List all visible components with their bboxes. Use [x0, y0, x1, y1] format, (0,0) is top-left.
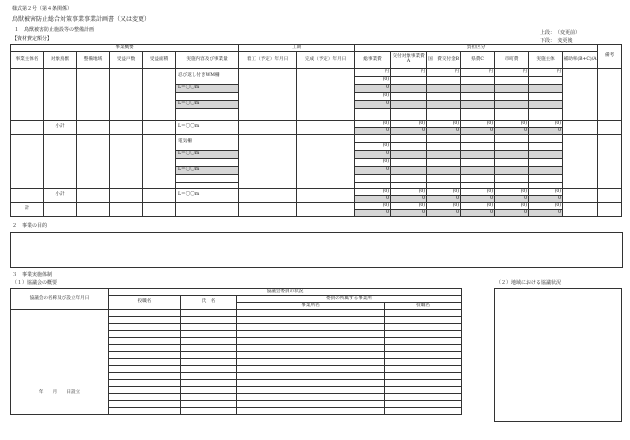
col-council-name-date: 協議会の名称及び設立年月日 [11, 289, 109, 310]
item-length: L＝〇〇m [176, 101, 239, 109]
col-ratio: 補助率(B+C)/A [563, 52, 598, 69]
cell-biko [598, 69, 622, 121]
council-established-date: 年 月 日設立 [11, 310, 109, 415]
value-zero: 0 [355, 128, 391, 135]
section3-heading: ３ 事業実施体制 [12, 272, 53, 278]
value-paren: (0) [427, 189, 461, 196]
col-content: 実施内容及び事業量 [176, 52, 239, 69]
header-biko: 備考 [598, 45, 622, 69]
value-zero: 0 [461, 196, 495, 203]
value-zero: 0 [427, 210, 461, 217]
upper-note: 上段： （変更前） [540, 30, 581, 36]
value-zero: 0 [355, 151, 391, 159]
value-zero: 0 [427, 128, 461, 135]
value-zero: 0 [529, 128, 563, 135]
col-entity: 事業主体名 [11, 52, 44, 69]
cell-area [77, 69, 110, 121]
cell-benefit-area [143, 69, 176, 121]
col-area: 整備地域 [77, 52, 110, 69]
facility-plan-table [10, 44, 622, 217]
col-total: 総事業費 [355, 52, 391, 69]
value-paren: (0) [461, 203, 495, 210]
value-zero: 0 [355, 210, 391, 217]
value-paren: (0) [427, 203, 461, 210]
header-member-status: 協議会委員の状況 [109, 289, 462, 296]
col-households: 受益戸数 [110, 52, 143, 69]
col-benefit-area: 受益面積 [143, 52, 176, 69]
header-affiliation: 委員の所属する事業所 [237, 296, 462, 303]
col-grant-a: 交付対象事業費A [391, 52, 427, 69]
value-paren: (0) [355, 77, 391, 85]
value-paren: (0) [529, 121, 563, 128]
item-length: L＝〇〇m [176, 151, 239, 159]
value-paren: (0) [529, 203, 563, 210]
regional-consultation-box [494, 288, 622, 422]
unit-yen: 円 [355, 69, 391, 77]
value-zero: 0 [529, 196, 563, 203]
value-zero: 0 [355, 196, 391, 203]
purpose-box [10, 232, 623, 268]
cell-end [297, 69, 355, 121]
value-paren: (0) [355, 93, 391, 101]
cell-households [110, 69, 143, 121]
cell-start [239, 69, 297, 121]
unit-yen: 円 [391, 69, 427, 77]
col-start: 着工（予定）年月日 [239, 52, 297, 69]
form-number: 様式第２号（第４条関係） [12, 6, 73, 12]
item-length: L＝〇〇m [176, 167, 239, 175]
value-zero: 0 [495, 210, 529, 217]
value-paren: (0) [355, 189, 391, 196]
value-zero: 0 [355, 85, 391, 93]
col-implementer: 実施主体 [529, 52, 563, 69]
section2-heading: ２ 事業の目的 [12, 223, 48, 229]
cell-animal [44, 69, 77, 121]
section1-heading: １ 鳥獣被害防止施設等の整備計画 [14, 27, 95, 33]
value-zero: 0 [461, 210, 495, 217]
value-zero: 0 [355, 101, 391, 109]
value-zero: 0 [355, 167, 391, 175]
value-zero: 0 [529, 210, 563, 217]
value-zero: 0 [391, 196, 427, 203]
section1-subheading: 【資材費定額分】 [12, 36, 53, 42]
item-length: L＝〇〇m [176, 85, 239, 93]
col-animal: 対象鳥獣 [44, 52, 77, 69]
unit-yen: 円 [461, 69, 495, 77]
col-national-b: 国 費交付金B [427, 52, 461, 69]
value-paren: (0) [495, 189, 529, 196]
value-zero: 0 [427, 196, 461, 203]
value-paren: (0) [461, 121, 495, 128]
value-zero: 0 [391, 210, 427, 217]
value-paren: (0) [355, 159, 391, 167]
value-paren: (0) [461, 189, 495, 196]
value-paren: (0) [391, 203, 427, 210]
col-end: 完成（予定）年月日 [297, 52, 355, 69]
total-label: 計 [11, 203, 44, 217]
value-paren: (0) [355, 143, 391, 151]
col-municipal: 市町費 [495, 52, 529, 69]
col-prefecture: 県費C [461, 52, 495, 69]
value-paren: (0) [495, 203, 529, 210]
col-position: 役職名 [109, 296, 181, 310]
value-paren: (0) [529, 189, 563, 196]
value-paren: (0) [391, 121, 427, 128]
col-office-name: 事業所名 [237, 303, 385, 310]
col-person-name: 氏 名 [181, 296, 237, 310]
council-table [10, 288, 462, 415]
value-paren: (0) [495, 121, 529, 128]
cell-ratio [563, 69, 598, 121]
subtotal-label: 小計 [44, 189, 77, 203]
document-title: 鳥獣被害防止総合対策事業事業計画書（又は変更） [12, 16, 151, 23]
unit-yen: 円 [495, 69, 529, 77]
header-overview: 事業概要 [11, 45, 239, 52]
col-office-position: 役職名 [385, 303, 462, 310]
cell-entity [11, 69, 44, 121]
item-electric-fence: 電気柵 [176, 135, 239, 151]
value-zero: 0 [495, 196, 529, 203]
value-zero: 0 [495, 128, 529, 135]
header-burden: 負担区分 [355, 45, 598, 52]
value-zero: 0 [391, 128, 427, 135]
value-paren: (0) [355, 203, 391, 210]
header-period: 工期 [239, 45, 355, 52]
value-paren: (0) [391, 189, 427, 196]
lower-note: 下段： 変更後 [540, 38, 573, 44]
section3-sub2: （２）地域における協議状況 [496, 280, 562, 286]
subtotal-label: 小計 [44, 121, 77, 135]
item-length: L＝〇〇m [176, 189, 239, 203]
section3-sub1: （１）協議会の概要 [12, 280, 58, 286]
value-zero: 0 [461, 128, 495, 135]
item-wm-fence: 忍び返し付きWM柵 [176, 69, 239, 85]
unit-yen: 円 [529, 69, 563, 77]
value-paren: (0) [427, 121, 461, 128]
item-length: L＝〇〇m [176, 121, 239, 135]
value-paren: (0) [355, 121, 391, 128]
unit-yen: 円 [427, 69, 461, 77]
